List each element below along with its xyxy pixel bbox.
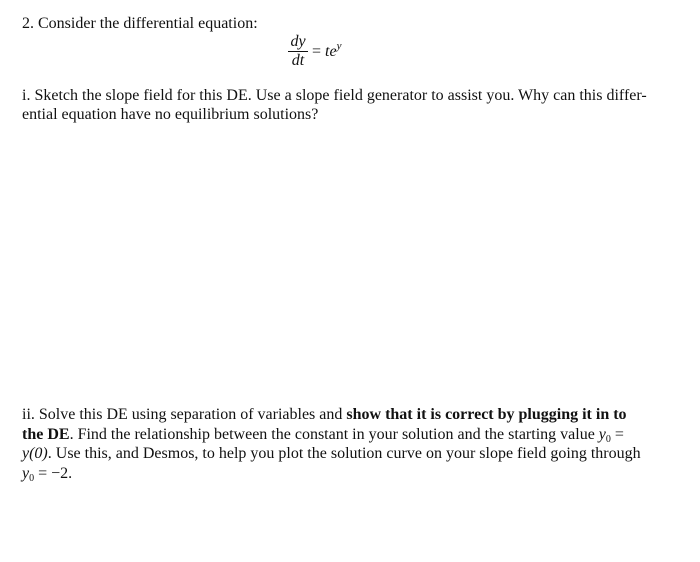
problem-heading: 2. Consider the differential equation:	[22, 15, 258, 32]
fraction-denominator: dt	[291, 52, 305, 69]
equation-right-side	[312, 42, 341, 61]
part-ii-line-2-bold: the DE	[22, 426, 70, 443]
y-of-zero: y(0)	[22, 445, 48, 462]
fraction-numerator: dy	[290, 33, 306, 50]
part-ii-line-4-value: = −2.	[34, 465, 73, 482]
part-ii-line-1	[22, 405, 627, 425]
y0-subscript-2: 0	[29, 473, 35, 484]
y0-symbol-2	[22, 465, 34, 482]
y0-var-2: y	[22, 465, 30, 482]
part-ii-line-2-text: . Find the relationship between the constant in your solution and the starting value	[69, 426, 599, 443]
part-ii-line-1-text: ii. Solve this DE using separation of variables and	[22, 406, 347, 423]
differential-equation	[288, 33, 341, 70]
part-ii-line-2	[22, 425, 624, 445]
rhs-base: te	[325, 43, 337, 60]
part-ii-line-3-text: . Use this, and Desmos, to help you plot the solution curve on your slope field going through	[47, 445, 641, 462]
part-i-line-1: i. Sketch the slope field for this DE. Use a slope field generator to assist you. Why can this differ-	[22, 87, 647, 104]
part-ii-line-1-bold: show that it is correct by plugging it in to	[346, 406, 627, 423]
y0-var: y	[598, 426, 606, 443]
y0-symbol	[599, 426, 611, 443]
equals-sign: =	[312, 43, 322, 60]
rhs-exponent: y	[336, 40, 342, 52]
part-ii-line-4	[22, 464, 72, 484]
part-i-line-2: ential equation have no equilibrium solutions?	[22, 106, 319, 123]
derivative-fraction	[288, 33, 308, 70]
part-ii-line-2-equals: =	[610, 426, 624, 443]
part-ii-line-3	[22, 444, 641, 464]
y0-subscript: 0	[605, 434, 611, 445]
